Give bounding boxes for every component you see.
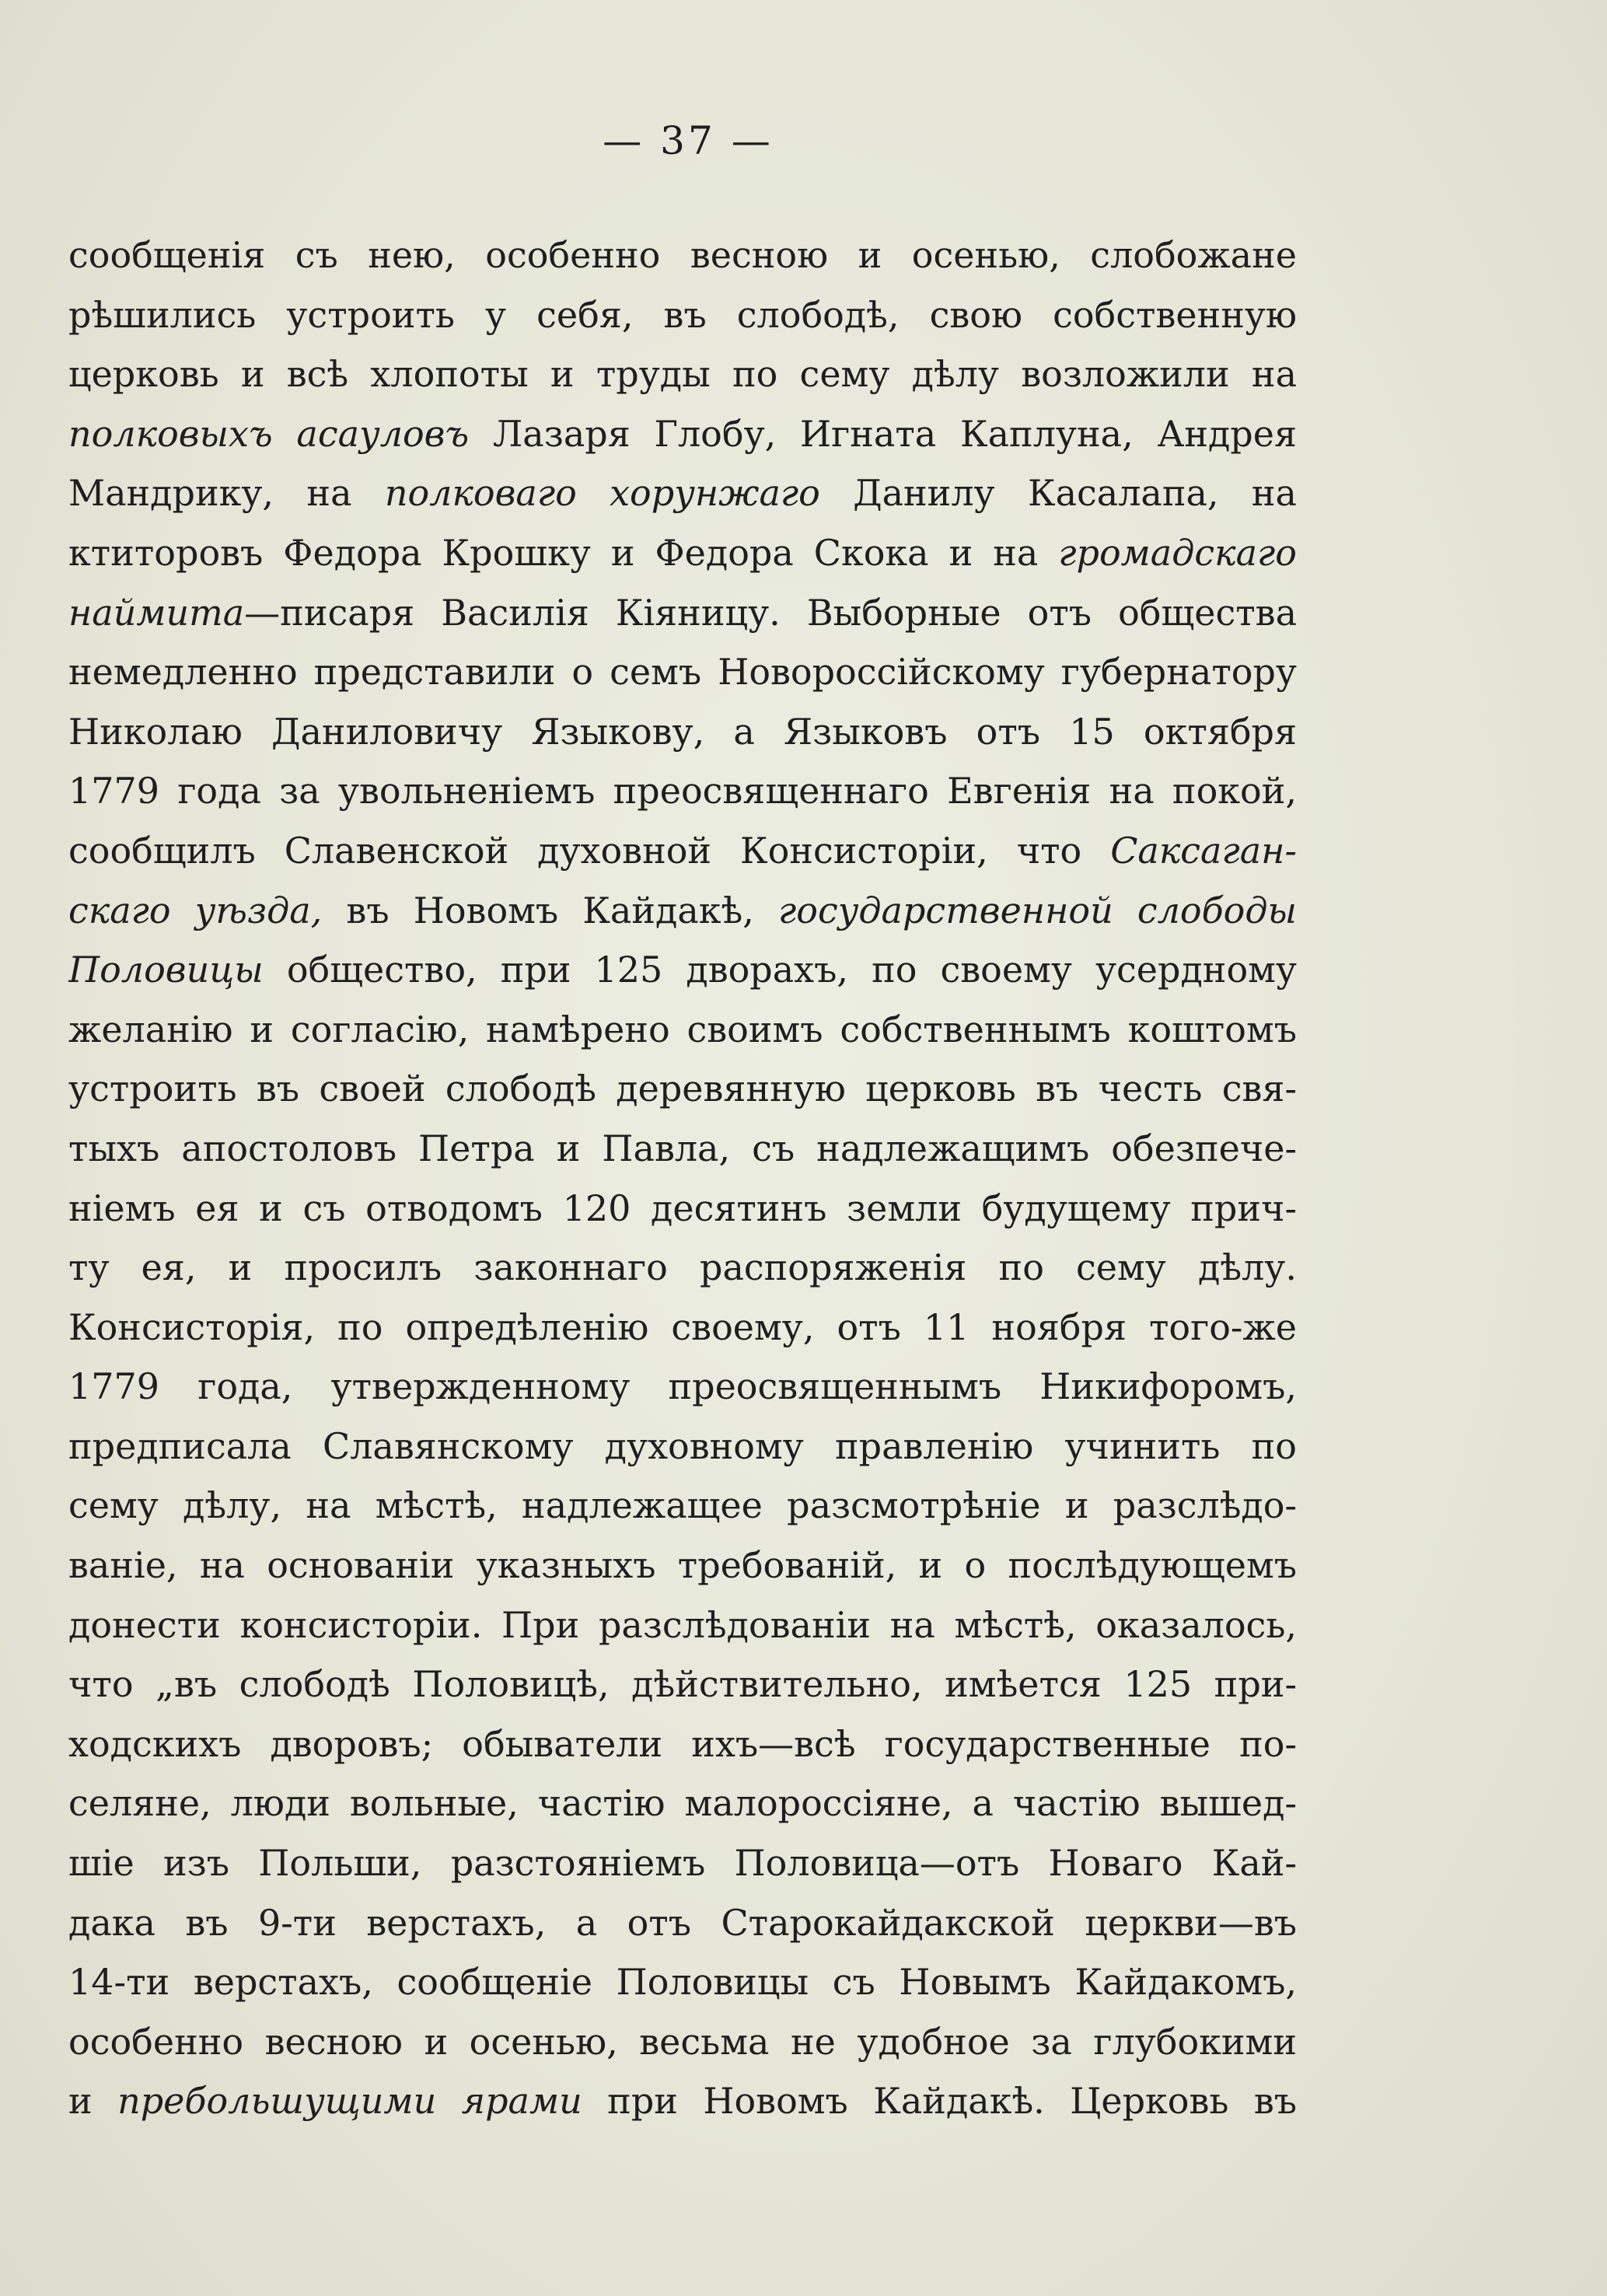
text-segment: предписала Славянскому духовному правленію учинить по [68,1424,1297,1467]
text-line [68,1536,1297,1595]
text-line [68,1417,1297,1476]
text-segment: особенно весною и осенью, весьма не удобное за глубокими [68,2020,1297,2063]
text-segment: церковь и всѣ хлопоты и труды по сему дѣлу возложили на [68,353,1297,396]
text-segment: сообщилъ Славенской духовной Консисторіи, что [68,829,1111,872]
text-line [68,1952,1297,2012]
text-segment: ходскихъ дворовъ; обыватели ихъ—всѣ государственные по- [68,1722,1297,1765]
text-segment: что „въ слободѣ Половицѣ, дѣйствительно, имѣется 125 при- [68,1663,1297,1706]
text-segment: ваніе, на основаніи указныхъ требованій, и о послѣдующемъ [68,1544,1297,1587]
italic-text-segment: пребольшущими ярами [117,2080,582,2123]
text-line [68,1298,1297,1358]
text-segment: Консисторія, по опредѣленію своему, отъ 11 ноября того-же [68,1305,1297,1348]
text-line [68,344,1297,404]
text-segment: и [68,2080,118,2123]
body-text [68,225,1297,2131]
text-line [68,940,1297,1000]
text-line [68,523,1297,583]
italic-text-segment: наймита [68,591,245,634]
text-line [68,1119,1297,1179]
text-line [68,225,1297,285]
text-segment: сему дѣлу, на мѣстѣ, надлежащее разсмотрѣніе и разслѣдо- [68,1484,1297,1527]
text-line [68,1059,1297,1119]
text-line [68,2071,1297,2131]
italic-text-segment: громадскаго [1058,531,1297,574]
text-line [68,761,1297,821]
text-line [68,821,1297,881]
text-segment: устроить въ своей слободѣ деревянную церковь въ честь свя- [68,1068,1297,1110]
text-segment: —писаря Василія Кіяницу. Выборные отъ общества [244,591,1297,634]
text-line [68,1893,1297,1953]
text-segment: Данилу Касалапа, на [819,472,1297,515]
text-line [68,702,1297,762]
text-line [68,1000,1297,1060]
text-line [68,881,1297,941]
text-segment: ту ея, и просилъ законнаго распоряженія по сему дѣлу. [68,1246,1297,1289]
italic-text-segment: скаго уѣзда, [68,889,323,931]
text-segment: 1779 года, утвержденному преосвященнымъ Никифоромъ, [68,1365,1297,1408]
text-line [68,642,1297,702]
text-line [68,1357,1297,1417]
italic-text-segment: полковаго хорунжаго [384,472,820,515]
text-line [68,1238,1297,1298]
text-line [68,1595,1297,1655]
text-line [68,285,1297,345]
text-segment: рѣшились устроить у себя, въ слободѣ, свою собственную [68,293,1297,336]
text-segment: Николаю Даниловичу Языкову, а Языковъ отъ 15 октября [68,710,1297,753]
text-line [68,583,1297,643]
page-number: — 37 — [603,118,774,163]
text-segment: Мандрику, на [68,472,385,515]
text-line [68,1714,1297,1774]
text-segment: желанію и согласію, намѣрено своимъ собственнымъ коштомъ [68,1008,1297,1050]
text-segment: немедленно представили о семъ Новороссійскому губернатору [68,651,1297,694]
text-segment: ніемъ ея и съ отводомъ 120 десятинъ земли будущему прич- [68,1186,1297,1229]
italic-text-segment: полковыхъ асауловъ [68,412,470,455]
text-segment: въ Новомъ Кайдакѣ, [322,889,779,931]
text-line [68,1476,1297,1536]
text-segment: общество, при 125 дворахъ, по своему усердному [263,949,1297,991]
text-line [68,1655,1297,1714]
text-line [68,1833,1297,1893]
text-segment: ктиторовъ Федора Крошку и Федора Скока и на [68,531,1059,574]
text-segment: тыхъ апостоловъ Петра и Павла, съ надлежащимъ обезпече- [68,1127,1297,1169]
text-segment: Лазаря Глобу, Игната Каплуна, Андрея [469,412,1297,455]
italic-text-segment: Половицы [68,949,264,991]
text-line [68,404,1297,464]
text-line [68,2012,1297,2072]
italic-text-segment: Саксаган- [1110,829,1297,872]
text-segment: селяне, люди вольные, частію малороссіяне, а частію вышед- [68,1782,1297,1825]
text-segment: донести консисторіи. При разслѣдованіи на мѣстѣ, оказалось, [68,1603,1297,1646]
text-segment: 14-ти верстахъ, сообщеніе Половицы съ Новымъ Кайдакомъ, [68,1961,1297,2004]
text-segment: шіе изъ Польши, разстояніемъ Половица—отъ Новаго Кай- [68,1842,1297,1885]
text-line [68,1774,1297,1833]
text-line [68,463,1297,523]
text-segment: 1779 года за увольненіемъ преосвященнаго Евгенія на покой, [68,770,1297,813]
text-segment: сообщенія съ нею, особенно весною и осенью, слобожане [68,234,1297,276]
italic-text-segment: государственной слободы [778,889,1297,931]
text-segment: дака въ 9-ти верстахъ, а отъ Старокайдакской церкви—въ [68,1901,1297,1944]
text-segment: при Новомъ Кайдакѣ. Церковь въ [582,2080,1297,2123]
text-line [68,1179,1297,1239]
